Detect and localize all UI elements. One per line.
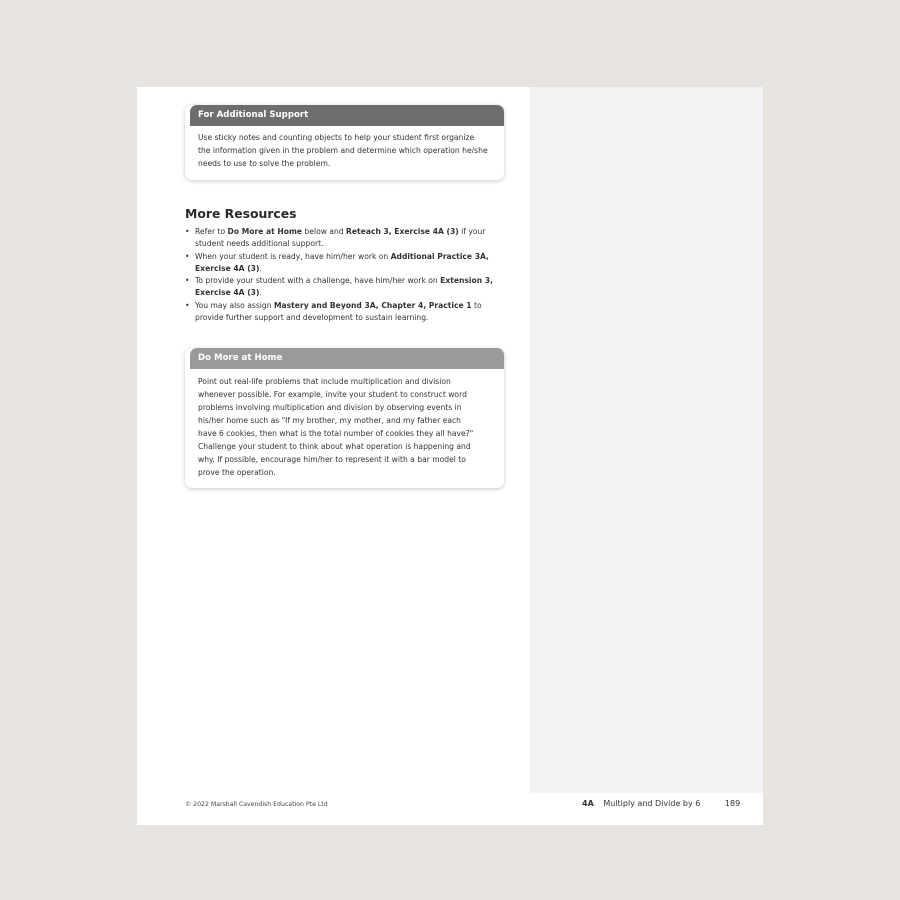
resource-text: to — [471, 300, 482, 310]
home-line: have 6 cookies, then what is the total number of cookies they all have?" — [198, 429, 474, 438]
additional-support-title: For Additional Support — [190, 105, 504, 126]
resource-item-line — [195, 275, 505, 287]
chapter-code: 4A — [582, 799, 594, 808]
resource-item-line — [195, 312, 505, 324]
resource-text: student needs additional support. — [195, 239, 324, 249]
resource-text: When your student is ready, have him/her work on — [195, 251, 391, 261]
copyright-notice: © 2022 Marshall Cavendish Education Pte Ltd — [185, 801, 328, 808]
resource-item-line — [195, 238, 505, 250]
page-number: 189 — [724, 799, 741, 808]
do-more-at-home-text — [185, 369, 504, 479]
resource-reference: Additional Practice 3A, — [390, 251, 489, 261]
resource-item-line — [195, 251, 505, 263]
resource-text: Refer to — [195, 227, 228, 236]
textbook-page — [137, 87, 763, 825]
resource-text: To provide your student with a challenge, have him/her work on — [195, 276, 441, 286]
home-line: his/her home such as "If my brother, my mother, and my father each — [198, 416, 461, 425]
do-more-at-home-box — [185, 348, 504, 488]
support-line: needs to use to solve the problem. — [198, 159, 331, 168]
resource-item — [185, 251, 505, 276]
bullet-icon: • — [185, 251, 190, 261]
support-line: the information given in the problem and determine which operation he/she — [198, 146, 488, 155]
resource-item-line — [195, 226, 505, 238]
additional-support-text — [185, 126, 504, 170]
resource-text: . — [259, 263, 262, 273]
resource-text: below and — [302, 227, 347, 236]
resource-reference: Reteach 3, Exercise 4A (3) — [346, 227, 459, 236]
resource-item-line — [195, 287, 505, 299]
resource-reference: Extension 3, — [440, 276, 493, 286]
more-resources-heading: More Resources — [185, 206, 297, 221]
resource-reference: Mastery and Beyond 3A, Chapter 4, Practice 1 — [273, 300, 472, 310]
do-more-at-home-title: Do More at Home — [190, 348, 504, 369]
bullet-icon: • — [185, 227, 190, 236]
more-resources-list — [185, 226, 505, 324]
resource-text: You may also assign — [195, 300, 274, 310]
additional-support-box — [185, 105, 504, 180]
resource-reference: Exercise 4A (3) — [195, 288, 260, 298]
home-line: problems involving multiplication and division by observing events in — [198, 403, 462, 412]
chapter-title: Multiply and Divide by 6 — [603, 799, 701, 808]
resource-item-line — [195, 263, 505, 275]
bullet-icon: • — [185, 276, 190, 286]
resource-text: provide further support and development to sustain learning. — [195, 313, 429, 323]
home-line: Point out real-life problems that include multiplication and division — [198, 377, 451, 386]
resource-text: . — [259, 288, 262, 298]
resource-item — [185, 226, 505, 251]
resource-reference: Exercise 4A (3) — [195, 263, 260, 273]
resource-item-line — [195, 300, 505, 312]
home-line: whenever possible. For example, invite your student to construct word — [198, 390, 467, 399]
home-line: prove the operation. — [198, 468, 276, 477]
bullet-icon: • — [185, 300, 190, 310]
right-margin-panel — [530, 87, 763, 793]
resource-item — [185, 275, 505, 300]
home-line: Challenge your student to think about what operation is happening and — [198, 442, 471, 451]
support-line: Use sticky notes and counting objects to help your student first organize — [198, 133, 475, 142]
page-footer — [582, 799, 740, 808]
home-line: why. If possible, encourage him/her to represent it with a bar model to — [198, 455, 466, 464]
resource-text: if your — [458, 227, 486, 236]
resource-reference: Do More at Home — [227, 227, 303, 236]
resource-item — [185, 300, 505, 325]
